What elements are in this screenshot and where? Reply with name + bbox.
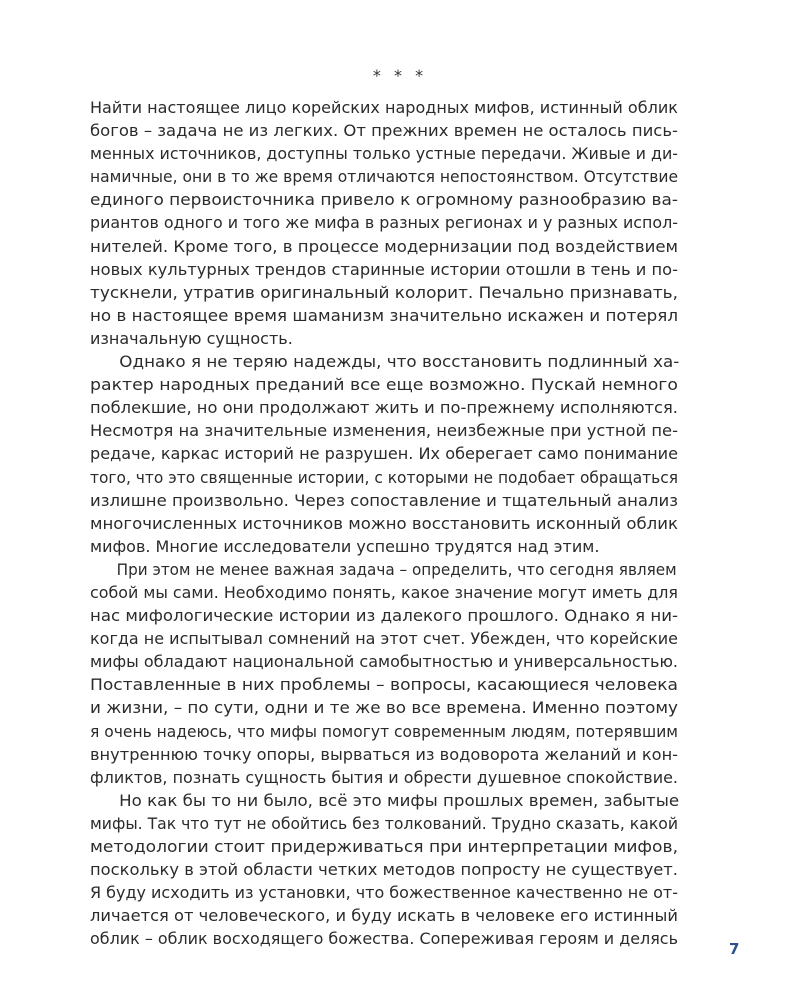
text-line: Я буду исходить из установки, что божественное качественно не от- [90,883,678,903]
text-line: намичные, они в то же время отличаются непостоянством. Отсутствие [90,167,679,187]
text-line: изначальную сущность. [90,328,293,348]
text-line: мифов. Многие исследователи успешно трудятся над этим. [90,536,600,556]
text-line: поскольку в этой области четких методов попросту не существует. [90,860,678,880]
text-line: тускнели, утратив оригинальный колорит. Печально признавать, [90,282,678,302]
text-line: богов – задача не из легких. От прежних времен не осталось пись- [90,121,678,141]
page-number: 7 [729,940,740,958]
text-line: многочисленных источников можно восстановить исконный облик [90,513,678,533]
text-line: Найти настоящее лицо корейских народных мифов, истинный облик [90,98,678,117]
text-line: того, что это священные истории, с которыми не подобает обращаться [90,467,679,487]
text-line: собой мы сами. Необходимо понять, какое значение могут иметь для [90,582,678,602]
text-line: Но как бы то ни было, всё это мифы прошлых времен, забытые [119,790,680,810]
text-line: нителей. Кроме того, в процессе модернизации под воздействием [90,236,679,256]
text-line: Поставленные в них проблемы – вопросы, касающиеся человека [90,675,679,695]
text-line: риантов одного и того же мифа в разных регионах и у разных испол- [90,213,678,233]
text-line: облик – облик восходящего божества. Сопереживая героям и делясь [90,929,678,949]
text-line: внутреннюю точку опоры, вырваться из водоворота желаний и кон- [90,744,679,764]
text-line: и жизни, – по сути, одни и те же во все времена. Именно поэтому [90,698,678,718]
body-text [90,96,678,950]
text-line: мифы обладают национальной самобытностью и универсальностью. [90,652,679,672]
text-line: поблекшие, но они продолжают жить и по-прежнему исполняются. [90,398,678,418]
text-line: я очень надеюсь, что мифы помогут современным людям, потерявшим [90,721,678,741]
text-line: личается от человеческого, и буду искать в человеке его истинный [90,906,678,926]
section-separator: * * * [372,66,428,85]
text-line: рактер народных преданий все еще возможно. Пускай немного [90,375,678,395]
text-line: единого первоисточника привело к огромному разнообразию ва- [90,190,679,210]
text-line: фликтов, познать сущность бытия и обрести душевное спокойствие. [90,767,679,787]
text-line: Несмотря на значительные изменения, неизбежные при устной пе- [90,421,678,441]
text-line: менных источников, доступны только устные передачи. Живые и ди- [90,144,679,164]
text-line: Однако я не теряю надежды, что восстановить подлинный ха- [119,352,680,372]
text-line: новых культурных трендов старинные истории отошли в тень и по- [90,259,679,279]
text-line: излишне произвольно. Через сопоставление и тщательный анализ [90,490,678,510]
text-line: редаче, каркас историй не разрушен. Их оберегает само понимание [90,444,679,464]
text-line: когда не испытывал сомнений на этот счет. Убежден, что корейские [90,629,678,649]
text-line: мифы. Так что тут не обойтись без толкований. Трудно сказать, какой [90,813,678,833]
text-line: методологии стоит придерживаться при интерпретации мифов, [90,837,679,856]
text-line: При этом не менее важная задача – определить, что сегодня являем [116,559,677,579]
text-line: нас мифологические истории из далекого прошлого. Однако я ни- [90,606,678,626]
text-line: но в настоящее время шаманизм значительно искажен и потерял [90,305,679,325]
